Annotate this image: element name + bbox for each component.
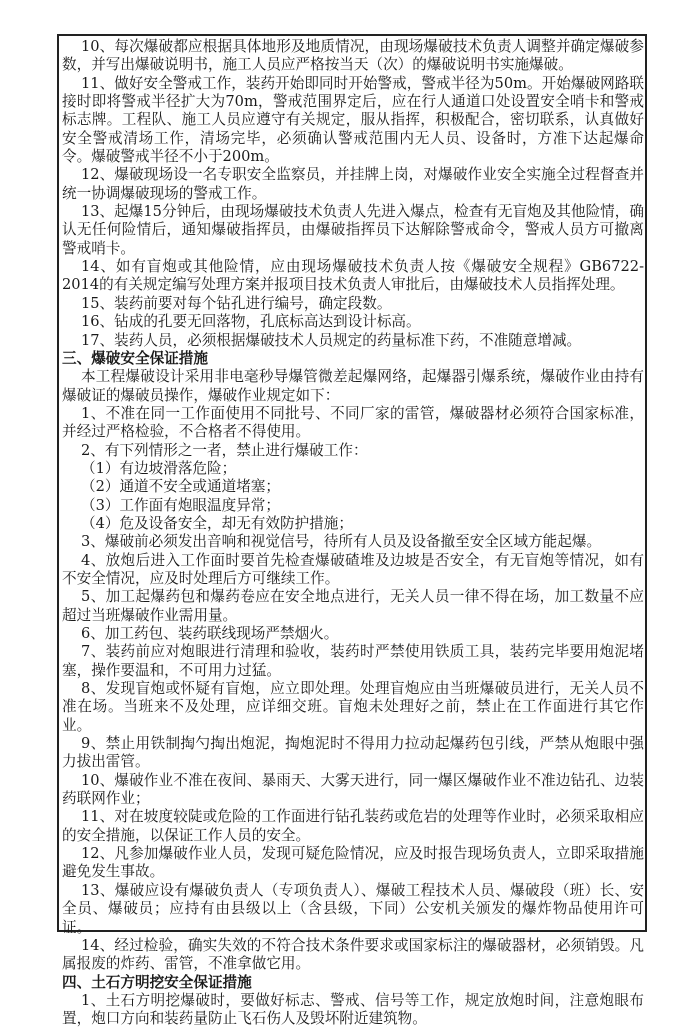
paragraph-item-11: 11、做好安全警戒工作，装药开始即同时开始警戒，警戒半径为50m。开始爆破网路联接时即将警戒半径扩大为70m，警戒范围界定后，应在行人通道口处设置安全哨卡和警戒标志牌。工程队、施工人员应遵守有关规定，服从指挥，积极配合，密切联系，认真做好安全警戒清场工作，清场完毕，必须确认警戒范围内无人员、设备时，方准下达起爆命令。爆破警戒半径不小于200m。 (62, 74, 644, 166)
section3-subitem: （2）通道不安全或通道堵塞； (80, 478, 280, 496)
section3-item: 13、爆破应设有爆破负责人（专项负责人）、爆破工程技术人员、爆破段（班）长、安全员、爆破员；应持有由县级以上（含县级，下同）公安机关颁发的爆炸物品使用许可证。 (62, 881, 644, 936)
paragraph-item-10: 10、每次爆破都应根据具体地形及地质情况，由现场爆破技术负责人调整并确定爆破参数，并写出爆破说明书，施工人员应严格按当天（次）的爆破说明书实施爆破。 (62, 38, 644, 74)
paragraph-item-17: 17、装药人员，必须根据爆破技术人员规定的药量标准下药，不准随意增减。 (80, 331, 582, 349)
section3-subitem: （1）有边坡滑落危险； (80, 459, 237, 477)
section3-intro: 本工程爆破设计采用非电毫秒导爆管微差起爆网络，起爆器引爆系统，爆破作业由持有爆破证的爆破员操作，爆破作业规定如下： (62, 368, 644, 404)
section3-item: 9、禁止用铁制掏勺掏出炮泥，掏炮泥时不得用力拉动起爆药包引线，严禁从炮眼中强力拔出雷管。 (62, 735, 644, 771)
section3-item: 12、凡参加爆破作业人员，发现可疑危险情况，应及时报告现场负责人，立即采取措施避免发生事故。 (62, 845, 644, 881)
paragraph-item-16: 16、钻成的孔要无回落物，孔底标高达到设计标高。 (80, 313, 421, 331)
section3-item: 5、加工起爆药包和爆药卷应在安全地点进行，无关人员一律不得在场，加工数量不应超过当班爆破作业需用量。 (62, 588, 644, 624)
section3-item: 7、装药前应对炮眼进行清理和验收，装药时严禁使用铁质工具，装药完毕要用炮泥堵塞，操作要温和，不可用力过猛。 (62, 643, 644, 679)
section3-item: 6、加工药包、装药联线现场严禁烟火。 (80, 625, 339, 642)
section-heading-4: 四、土石方明挖安全保证措施 (62, 973, 252, 991)
paragraph-item-15: 15、装药前要对每个钻孔进行编号，确定段数。 (80, 294, 392, 312)
section3-item: 14、经过检验，确实失效的不符合技术条件要求或国家标注的爆破器材，必须销毁。凡属报废的炸药、雷管，不准拿做它用。 (62, 936, 644, 973)
section3-item: 4、放炮后进入工作面时要首先检查爆破碴堆及边坡是否安全，有无盲炮等情况，如有不安全情况，应及时处理后方可继续工作。 (62, 551, 644, 587)
section4-item: 1、土石方明挖爆破时，要做好标志、警戒、信号等工作，规定放炮时间，注意炮眼布置，炮口方向和装药量防止飞石伤人及毁坏附近建筑物。 (62, 991, 644, 1028)
section3-item-2: 2、有下列情形之一者，禁止进行爆破工作： (80, 441, 368, 459)
document-content-box (57, 34, 647, 1028)
section3-item: 11、对在坡度较陡或危险的工作面进行钻孔装药或危岩的处理等作业时，必须采取相应的安全措施，以保证工作人员的安全。 (62, 808, 644, 844)
paragraph-item-12: 12、爆破现场设一名专职安全监察员，并挂牌上岗，对爆破作业安全实施全过程督查并统一协调爆破现场的警戒工作。 (62, 166, 644, 202)
paragraph-item-14: 14、如有盲炮或其他险情，应由现场爆破技术负责人按《爆破安全规程》GB6722-2014的有关规定编写处理方案并报项目技术负责人审批后，由爆破技术人员指挥处理。 (62, 258, 644, 294)
section3-item-1: 1、不准在同一工作面使用不同批号、不同厂家的雷管，爆破器材必须符合国家标准，并经过严格检验，不合格者不得使用。 (62, 404, 644, 441)
section3-item: 10、爆破作业不准在夜间、暴雨天、大雾天进行，同一爆区爆破作业不准边钻孔、边装药联网作业； (62, 771, 644, 808)
paragraph-item-13: 13、起爆15分钟后，由现场爆破技术负责人先进入爆点，检查有无盲炮及其他险情，确认无任何险情后，通知爆破指挥员，由爆破指挥员下达解除警戒命令，警戒人员方可撤离警戒哨卡。 (62, 203, 644, 257)
section3-subitem: （4）危及设备安全，却无有效防护措施； (80, 514, 353, 532)
section3-item: 3、爆破前必须发出音响和视觉信号，待所有人员及设备撤至安全区域方能起爆。 (80, 533, 602, 551)
section-heading-3: 三、爆破安全保证措施 (62, 349, 208, 367)
section3-item: 8、发现盲炮或怀疑有盲炮，应立即处理。处理盲炮应由当班爆破员进行，无关人员不准在场。当班来不及处理，应详细交班。盲炮未处理好之前，禁止在工作面进行其它作业。 (62, 680, 644, 734)
section3-subitem: （3）工作面有炮眼温度异常； (80, 496, 280, 514)
